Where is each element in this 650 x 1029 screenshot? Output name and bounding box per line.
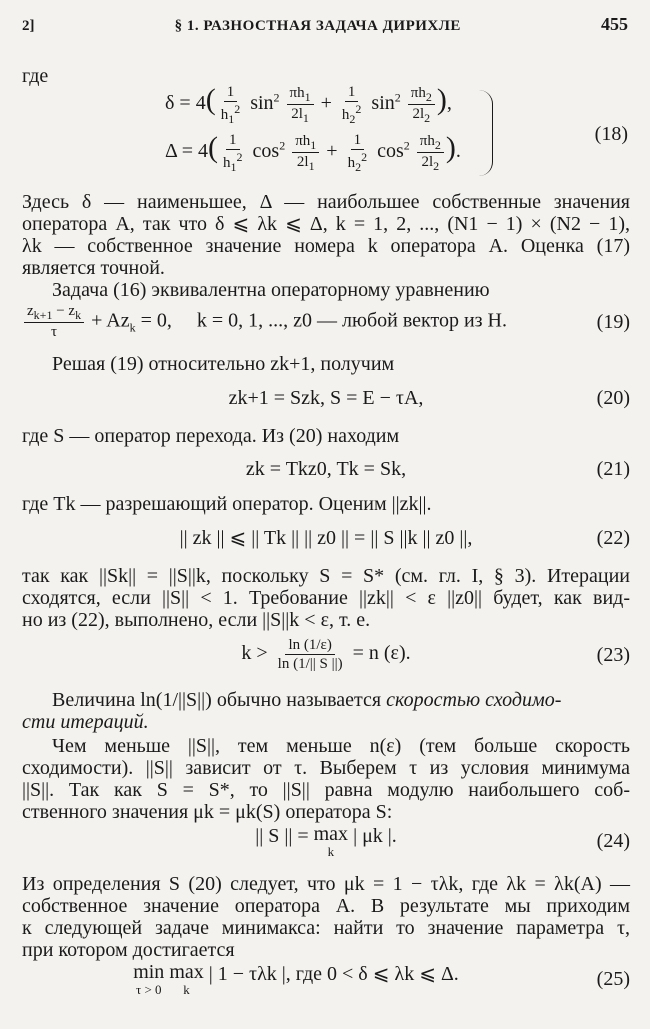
para-7-line-2: сти итераций. — [22, 711, 149, 733]
eq-25: min τ > 0 max k | 1 − τλk |, где 0 < δ ⩽ λk ⩽ Δ. (25) — [133, 961, 630, 997]
para-9-line-2: собственное значение оператора A. В результате мы приходим — [22, 895, 630, 917]
eq-number-19: (19) — [596, 310, 630, 333]
page-number: 455 — [600, 14, 628, 34]
eq-number-25: (25) — [596, 968, 630, 991]
eq-19: $\frac{z_{k+1} - z_k}{\tau}$ + $Az_k = 0$, k = 0, 1, ..., z0 — любой вектор из H. (19) — [22, 302, 630, 341]
running-header — [22, 14, 628, 36]
para-2: Задача (16) эквивалентна операторному уравнению — [52, 279, 490, 301]
para-1-line-1: Здесь δ — наименьшее, Δ — наибольшее собственные значения — [22, 191, 630, 213]
para-9-line-3: к следующей задаче минимакса: найти то значение параметра τ, — [22, 917, 630, 939]
para-1-line-3: λk — собственное значение номера k оператора A. Оценка (17) — [22, 235, 630, 257]
running-title: § 1. РАЗНОСТНАЯ ЗАДАЧА ДИРИХЛЕ — [174, 18, 461, 34]
eq-23: k > $\frac{\ln (1/\varepsilon)}{\ln (1/|| S ||)}$ = n (ε). (23) — [241, 637, 630, 672]
para-5: где Tk — разрешающий оператор. Оценим ||zk||. — [22, 493, 432, 515]
para-8-line-2: сходимости). ||S|| зависит от τ. Выберем τ из условия минимума — [22, 757, 630, 779]
section-number: 2] — [22, 18, 35, 34]
eq-number-23: (23) — [596, 643, 630, 666]
para-1-line-2: оператора A, так что δ ⩽ λk ⩽ Δ, k = 1, 2, ..., (N1 − 1) × (N2 − 1), — [22, 213, 630, 235]
eq-number-20: (20) — [596, 387, 630, 409]
eq-19-tail: k = 0, 1, ..., z0 — любой вектор из H. — [196, 309, 507, 332]
para-1-line-4: является точной. — [22, 257, 165, 279]
eq-number-22: (22) — [596, 527, 630, 549]
eq-number-18: (18) — [594, 123, 628, 145]
eq-22: || zk || ⩽ || Tk || || z0 || = || S ||k || z0 ||, (22) — [179, 527, 630, 549]
para-6-line-3: но из (22), выполнено, если ||S||k < ε, т. е. — [22, 609, 371, 631]
eq-number-24: (24) — [596, 830, 630, 853]
para-9-line-4: при котором достигается — [22, 939, 235, 961]
right-brace — [478, 90, 493, 176]
para-4: где S — оператор перехода. Из (20) находим — [22, 425, 400, 447]
para-8-line-1: Чем меньше ||S||, тем меньше n(ε) (тем больше скорость — [52, 735, 630, 757]
para-6-line-2: сходятся, если ||S|| < 1. Требование ||zk|| < ε ||z0|| будет, как вид- — [22, 587, 630, 609]
para-3: Решая (19) относительно zk+1, получим — [52, 353, 395, 375]
para-7-line-1: Величина ln(1/||S||) обычно называется скоростью сходимо- — [52, 689, 562, 711]
para-9-line-1: Из определения S (20) следует, что μk = 1 − τλk, где λk = λk(A) — — [22, 873, 630, 895]
eq-18-Delta: Δ = 4( $\frac{1}{h_1^2}$ $\cos^2$ $\frac{\pi h_1}{2l_1}$ + $\frac{1}{h_2^2}$ $\cos^2$ $\frac{\pi h_2}{2l_2}$ ). — [165, 131, 461, 174]
eq-18-delta: δ = 4( $\frac{1}{h_1^2}$ $\sin^2$ $\frac{\pi h_1}{2l_1}$ + $\frac{1}{h_2^2}$ $\sin^2$ $\frac{\pi h_2}{2l_2}$ ), — [165, 83, 452, 126]
para-8-line-4: ственного значения μk = μk(S) оператора S: — [22, 801, 393, 823]
eq-number-21: (21) — [596, 458, 630, 480]
eq-24: || S || = max k | μk |. (24) — [255, 823, 630, 859]
eq-20: zk+1 = Szk, S = E − τA, (20) — [228, 387, 630, 409]
para-8-line-3: ||S||. Так как S = S*, то ||S|| равна модулю наибольшего соб- — [22, 779, 630, 801]
eq-21: zk = Tkz0, Tk = Sk, (21) — [245, 458, 630, 480]
text-where: где — [22, 65, 49, 87]
emphasis-term: скоростью сходимо- — [386, 689, 562, 711]
para-6-line-1: так как ||Sk|| = ||S||k, поскольку S = S* (см. гл. I, § 3). Итерации — [22, 565, 630, 587]
